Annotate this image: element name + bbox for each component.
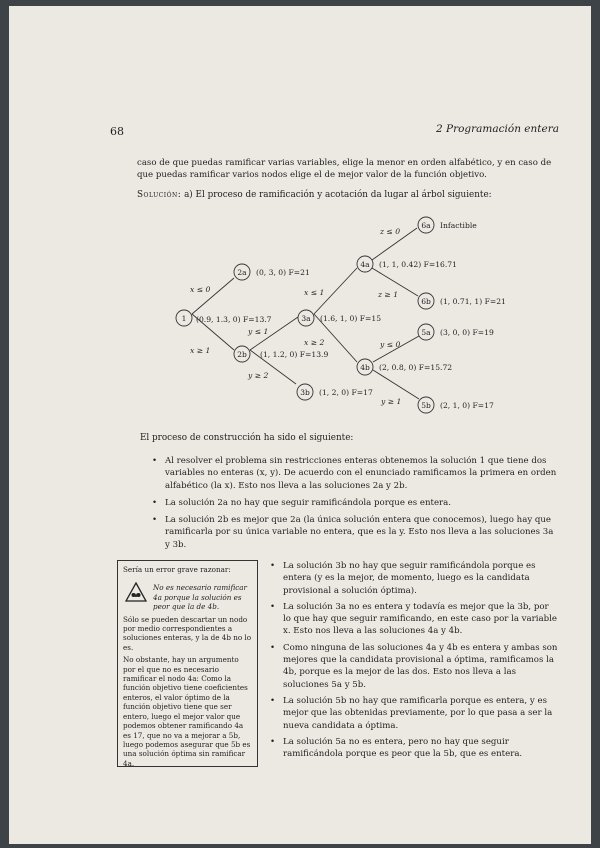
node-id: 6a [421, 221, 431, 230]
margin-note-heading: Sería un error grave razonar: [123, 565, 231, 574]
branch-label: x ≤ 0 [190, 285, 211, 294]
page-number: 68 [110, 125, 124, 138]
warning-icon [125, 582, 147, 602]
solution-text: a) El proceso de ramificación y acotación da lugar al árbol siguiente: [184, 190, 492, 200]
node-id: 3a [301, 314, 311, 323]
steps-list-top [152, 455, 558, 556]
margin-note-paragraph: Sólo se pueden descartar un nodo por medio correspondientes a soluciones enteras, y la de 4b no lo es. [123, 614, 252, 652]
node-label: (0.9, 1.3, 0) F=13.7 [196, 315, 272, 324]
intro-paragraph: caso de que puedas ramificar varias variables, elige la menor en orden alfabético, y en caso de que puedas ramificar varios nodos elige el de mejor valor de la función objetivo. [137, 158, 552, 180]
node-label: (1, 1.2, 0) F=13.9 [260, 350, 329, 359]
branch-label: y ≤ 0 [380, 340, 401, 349]
branch-label: x ≤ 1 [304, 288, 325, 297]
solution-label: Solución: [137, 190, 182, 200]
step-item: • La solución 5b no hay que ramificarla porque es entera, y es mejor que las obtenidas previamente, por lo que pasa a ser la nueva candidata a óptima. [270, 695, 558, 732]
step-item: • Al resolver el problema sin restricciones enteras obtenemos la solución 1 que tiene dos variables no enteras (x, y). De acuerdo con el enunciado ramificamos la primera en orden alfabético (la x). Esto nos lleva a las soluciones 2a y 2b. [152, 455, 558, 492]
node-label: Infactible [440, 221, 477, 230]
node-id: 4b [360, 363, 370, 372]
node-id: 2a [237, 268, 247, 277]
chapter-title: 2 Programación entera [436, 123, 559, 135]
node-id: 5b [421, 401, 431, 410]
node-id: 2b [237, 350, 247, 359]
node-label: (1, 2, 0) F=17 [319, 388, 373, 397]
step-item: • Como ninguna de las soluciones 4a y 4b es entera y ambas son mejores que la candidata provisional a óptima, ramificamos la 4b, porque es la mejor de las dos. Esto nos lleva a las soluciones 5a y 5b. [270, 642, 558, 691]
step-item: • La solución 2a no hay que seguir ramificándola porque es entera. [152, 497, 558, 509]
solution-line [137, 190, 557, 200]
node-id: 4a [360, 260, 370, 269]
steps-list-bottom [270, 560, 558, 764]
margin-note-warning: No es necesario ramificar 4a porque la solución es peor que la de 4b. [153, 583, 247, 612]
step-item: • La solución 5a no es entera, pero no hay que seguir ramificándola porque es peor que la 5b, que es entera. [270, 736, 558, 761]
node-id: 1 [181, 314, 187, 323]
branch-label: z ≤ 0 [380, 227, 401, 236]
branch-label: z ≥ 1 [378, 290, 399, 299]
node-id: 6b [421, 297, 431, 306]
node-label: (0, 3, 0) F=21 [256, 268, 310, 277]
branch-label: x ≥ 1 [190, 346, 211, 355]
node-label: (2, 0.8, 0) F=15.72 [379, 363, 453, 372]
node-label: (1, 1, 0.42) F=16.71 [379, 260, 457, 269]
branch-label: x ≥ 2 [304, 338, 325, 347]
branch-label: y ≤ 1 [248, 327, 269, 336]
construction-title: El proceso de construcción ha sido el siguiente: [140, 433, 354, 443]
branch-and-bound-tree [168, 212, 528, 417]
margin-note-paragraph: No obstante, hay un argumento por el que no es necesario ramificar el nodo 4a: Como la función objetivo tiene coeficientes enteros, el valor óptimo de la función objetivo tiene que ser entero, luego el mejor valor que podemos obtener ramificando 4a es 17, que no va a mejorar a 5b, luego podemos asegurar que 5b es una solución óptima sin ramificar 4a. [123, 655, 251, 768]
branch-label: y ≥ 2 [248, 371, 269, 380]
step-item: • La solución 3a no es entera y todavía es mejor que la 3b, por lo que hay que seguir ramificando, en este caso por la variable x. Esto nos lleva a las soluciones 4a y 4b. [270, 601, 558, 638]
node-label: (2, 1, 0) F=17 [440, 401, 494, 410]
node-id: 3b [300, 388, 310, 397]
node-label: (3, 0, 0) F=19 [440, 328, 494, 337]
margin-note [117, 560, 258, 767]
node-label: (1.6, 1, 0) F=15 [320, 314, 382, 323]
node-id: 5a [421, 328, 431, 337]
branch-label: y ≥ 1 [381, 397, 402, 406]
node-label: (1, 0.71, 1) F=21 [440, 297, 506, 306]
step-item: • La solución 2b es mejor que 2a (la única solución entera que conocemos), luego hay que ramificarla por su única variable no entera, que es la y. Esto nos lleva a las soluciones 3a y 3b. [152, 514, 558, 551]
step-item: • La solución 3b no hay que seguir ramificándola porque es entera (y es la mejor, de momento, luego es la candidata provisional a solución óptima). [270, 560, 558, 597]
